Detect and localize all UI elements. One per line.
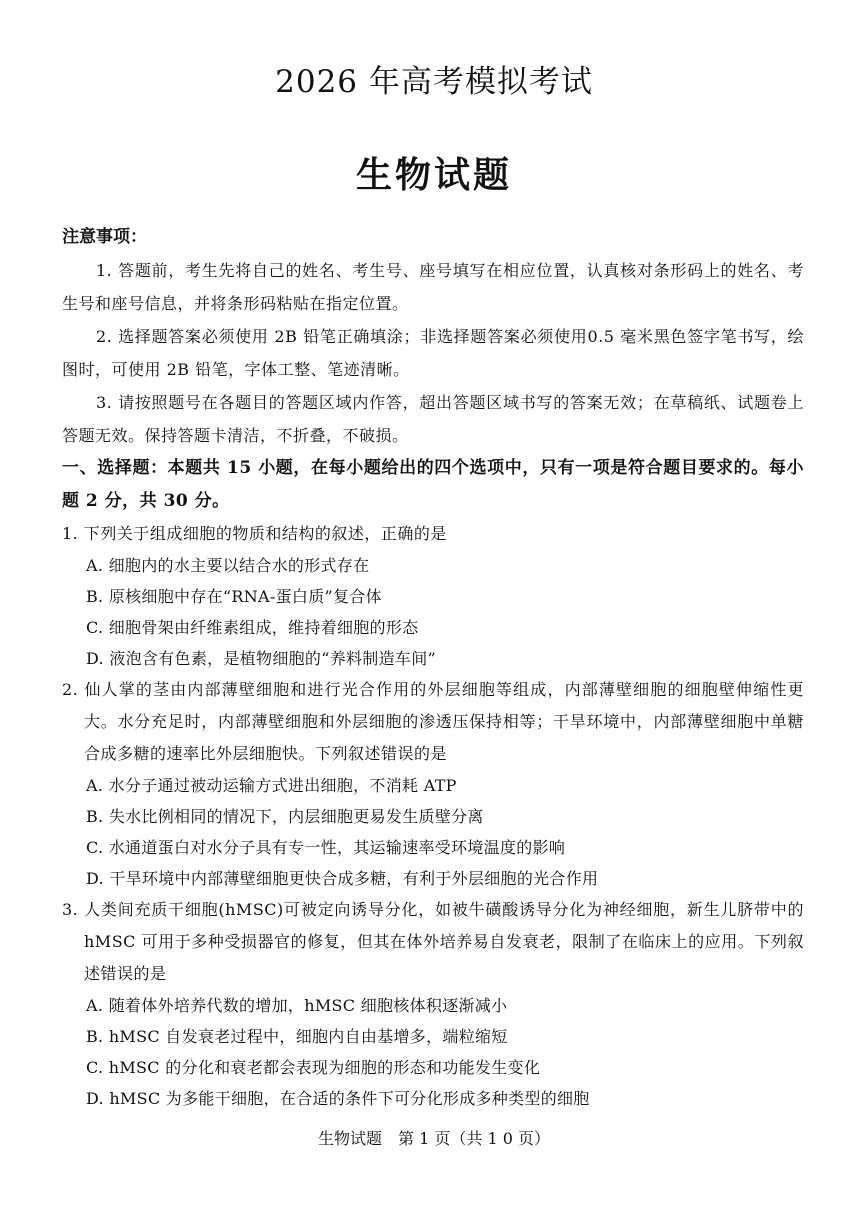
option-d: D. hMSC 为多能干细胞，在合适的条件下可分化形成多种类型的细胞 bbox=[86, 1089, 590, 1108]
question-3 bbox=[62, 894, 804, 1114]
option-a: A. 水分子通过被动运输方式进出细胞，不消耗 ATP bbox=[86, 776, 457, 795]
notice-item-2: 2. 选择题答案必须使用 2B 铅笔正确填涂；非选择题答案必须使用0.5 毫米黑色签字笔书写，绘图时，可使用 2B 铅笔，字体工整、笔迹清晰。 bbox=[62, 327, 804, 379]
question-stem: 2. 仙人掌的茎由内部薄壁细胞和进行光合作用的外层细胞等组成，内部薄壁细胞的细胞壁伸缩性更大。水分充足时，内部薄壁细胞和外层细胞的渗透压保持相等；干旱环境中，内部薄壁细胞中单糖合成多糖的速率比外层细胞快。下列叙述错误的是 bbox=[62, 680, 804, 763]
option-d: D. 液泡含有色素，是植物细胞的“养料制造车间” bbox=[86, 649, 436, 668]
exam-title: 2026 年高考模拟考试 bbox=[275, 64, 593, 100]
section-heading-choice: 一、选择题：本题共 15 小题，在每小题给出的四个选项中，只有一项是符合题目要求的。每小题 2 分，共 30 分。 bbox=[62, 458, 804, 511]
question-2 bbox=[62, 674, 804, 894]
notice-item-3: 3. 请按照题号在各题目的答题区域内作答，超出答题区域书写的答案无效；在草稿纸、试题卷上答题无效。保持答题卡清洁，不折叠，不破损。 bbox=[62, 393, 804, 445]
option-b: B. 失水比例相同的情况下，内层细胞更易发生质壁分离 bbox=[86, 807, 484, 826]
notice-heading: 注意事项： bbox=[62, 227, 147, 247]
subject-title: 生物试题 bbox=[355, 154, 512, 196]
notice-block bbox=[62, 222, 804, 452]
option-b: B. hMSC 自发衰老过程中，细胞内自由基增多，端粒缩短 bbox=[86, 1027, 508, 1046]
question-stem: 3. 人类间充质干细胞(hMSC)可被定向诱导分化，如被牛磺酸诱导分化为神经细胞，新生儿脐带中的 hMSC 可用于多种受损器官的修复，但其在体外培养易自发衰老，限制了在临床上的应用。下列叙述错误的是 bbox=[62, 900, 804, 983]
option-a: A. 随着体外培养代数的增加，hMSC 细胞核体积逐渐减小 bbox=[86, 996, 508, 1015]
option-b: B. 原核细胞中存在“RNA-蛋白质”复合体 bbox=[86, 587, 382, 606]
question-1 bbox=[62, 518, 804, 674]
option-c: C. 细胞骨架由纤维素组成，维持着细胞的形态 bbox=[86, 618, 419, 637]
option-a: A. 细胞内的水主要以结合水的形式存在 bbox=[86, 556, 370, 575]
option-c: C. hMSC 的分化和衰老都会表现为细胞的形态和功能发生变化 bbox=[86, 1058, 541, 1077]
option-c: C. 水通道蛋白对水分子具有专一性，其运输速率受环境温度的影响 bbox=[86, 838, 566, 857]
option-d: D. 干旱环境中内部薄壁细胞更快合成多糖，有利于外层细胞的光合作用 bbox=[86, 869, 599, 888]
notice-item-1: 1. 答题前，考生先将自己的姓名、考生号、座号填写在相应位置，认真核对条形码上的姓名、考生号和座号信息，并将条形码粘贴在指定位置。 bbox=[62, 261, 804, 313]
page-footer: 生物试题 第 1 页（共 1 0 页） bbox=[318, 1129, 550, 1148]
question-stem: 1. 下列关于组成细胞的物质和结构的叙述，正确的是 bbox=[62, 524, 447, 543]
exam-content bbox=[62, 222, 804, 1114]
